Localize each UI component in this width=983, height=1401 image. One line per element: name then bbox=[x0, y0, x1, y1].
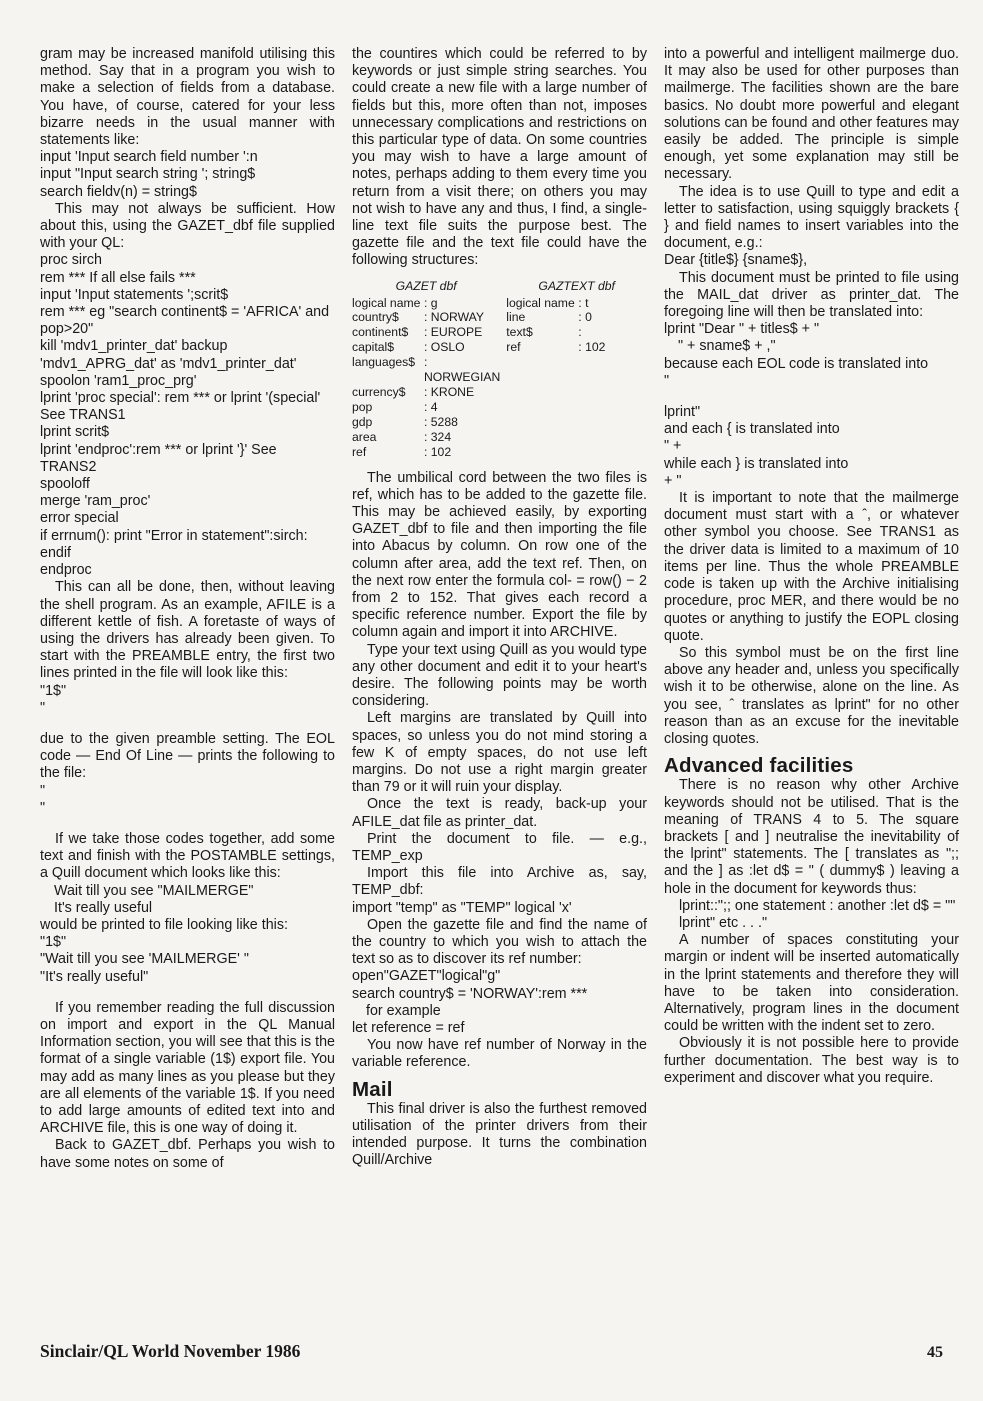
db-structure bbox=[352, 279, 500, 460]
code-line: search country$ = 'NORWAY':rem *** bbox=[352, 985, 588, 1002]
code-line: lprint 'endproc':rem *** or lprint '}' See TRANS2 bbox=[40, 441, 277, 475]
code-line: + " bbox=[664, 472, 682, 489]
article-body bbox=[40, 46, 959, 1172]
page-number: 45 bbox=[927, 1344, 943, 1361]
paragraph: would be printed to file looking like this: bbox=[40, 916, 288, 933]
vertical-gap bbox=[40, 717, 335, 731]
code-line: merge 'ram_proc' bbox=[40, 493, 151, 510]
db-field-row bbox=[352, 355, 500, 385]
code-line: error special bbox=[40, 510, 119, 527]
db-field-name: currency$ bbox=[352, 384, 406, 399]
paragraph: Obviously it is not possible here to provide further documentation. The best way is to experiment and discover what you require. bbox=[664, 1035, 959, 1086]
db-table-title: GAZTEXT dbf bbox=[538, 278, 615, 293]
code-line: input 'Input search field number ':n bbox=[40, 149, 258, 166]
magazine-title-footer: Sinclair/QL World November 1986 bbox=[40, 1341, 301, 1361]
code-line: lprint scrit$ bbox=[40, 424, 110, 441]
paragraph: If you remember reading the full discussion on import and export in the QL Manual Information section, you will see that this is the format of a single variable (1$) export file. You may add as many lines as you please but they are all elements of the variable 1$. If you need to add large amounts of edited text into and ARCHIVE file, this is one way of doing it. bbox=[40, 999, 335, 1137]
db-field-row bbox=[352, 415, 500, 430]
paragraph: So this symbol must be on the first line above any header and, unless you specifically wish it to be otherwise, alone on the line. As you see, ˆ translates as lprint" for no other reason than as an excuse for the inevitable closing quotes. bbox=[664, 644, 959, 747]
paragraph: If we take those codes together, add some text and finish with the POSTAMBLE settings, a Quill document which looks like this: bbox=[40, 830, 335, 882]
code-line: for example bbox=[366, 1002, 441, 1019]
paragraph: Back to GAZET_dbf. Perhaps you wish to have some notes on some of bbox=[40, 1137, 335, 1171]
code-line: search fieldv(n) = string$ bbox=[40, 183, 197, 200]
db-field-row bbox=[352, 385, 500, 400]
db-field-name: ref bbox=[506, 340, 521, 355]
code-line: "It's really useful" bbox=[40, 968, 149, 985]
db-structure bbox=[506, 279, 647, 460]
paragraph: It is important to note that the mailmerge document must start with a ˆ, or whatever other symbol you choose. See TRANS1 as the driver data is limited to a maximum of 10 items per line. Thus the whole PREAMBLE code is taken up with the Archive initialising procedure, proc MER, and there would be no quotes or anything to justify the EOPL closing quote. bbox=[664, 490, 959, 644]
db-field-value: : 0 bbox=[578, 310, 592, 325]
db-field-name: pop bbox=[352, 399, 373, 414]
paragraph: Open the gazette file and find the name of the country to which you wish to attach the text so as to discover its ref number: bbox=[352, 916, 647, 968]
section-heading: Advanced facilities bbox=[664, 754, 854, 778]
code-line: kill 'mdv1_printer_dat' backup 'mdv1_APRG_dat' as 'mdv1_printer_dat' bbox=[40, 338, 297, 372]
code-line: proc sirch bbox=[40, 252, 102, 269]
code-line: " + bbox=[664, 438, 682, 455]
paragraph: and each { is translated into bbox=[664, 421, 840, 438]
paragraph: the countires which could be referred to by keywords or just simple string searches. You could create a new file with a large number of fields but this, more often than not, imposes unnecessary complications and restrictions on this particular type of data. On some countries you may wish to have a large amount of notes, perhaps adding to them every time you return from a visit there; on others you may not wish to have any and thus, I find, a single-line text file suits the purpose best. The gazette file and the text file could have the following structures: bbox=[352, 46, 647, 269]
db-field-value: : NORWAY bbox=[424, 310, 485, 325]
code-line: lprint" bbox=[664, 404, 701, 421]
code-line: " bbox=[664, 372, 670, 389]
db-field-value: : g bbox=[424, 295, 438, 310]
code-line: input "Input search string '; string$ bbox=[40, 166, 256, 183]
paragraph: gram may be increased manifold utilising this method. Say that in a program you wish to make a selection of fields from a database. You have, of course, catered for your less bizarre needs in the usual manner with statements like: bbox=[40, 46, 335, 149]
paragraph: due to the given preamble setting. The EOL code — End Of Line — prints the following to the file: bbox=[40, 730, 335, 782]
paragraph: into a powerful and intelligent mailmerge duo. It may also be used for other purposes than mailmerge. The facilities shown are the bare basics. No doubt more powerful and elegant solutions can be found and other features may easily be added. The principle is simple enough, yet some explanation may still be necessary. bbox=[664, 46, 959, 183]
paragraph: A number of spaces constituting your margin or indent will be inserted automatically in the lprint statements and therefore they will have to be taken into consideration. Alternatively, program lines in the document could be written with the indent set to zero. bbox=[664, 932, 959, 1035]
db-field-value: : bbox=[578, 325, 582, 340]
code-line: Dear {title$} {sname$}, bbox=[664, 252, 808, 269]
db-structure-table bbox=[352, 279, 647, 460]
paragraph: This may not always be sufficient. How about this, using the GAZET_dbf file supplied with your QL: bbox=[40, 200, 335, 252]
db-field-value: : 5288 bbox=[424, 414, 458, 429]
column-3 bbox=[664, 46, 959, 1172]
db-field-row bbox=[352, 400, 500, 415]
code-line: " bbox=[40, 782, 46, 799]
db-field-value: : 102 bbox=[424, 444, 452, 459]
code-line: open"GAZET"logical"g" bbox=[352, 968, 501, 985]
column-2 bbox=[352, 46, 647, 1172]
db-field-name: ref bbox=[352, 444, 367, 459]
vertical-gap bbox=[40, 817, 335, 831]
db-field-row bbox=[352, 296, 500, 311]
paragraph: The umbilical cord between the two files is ref, which has to be added to the gazette file. This may be achieved easily, by exporting GAZET_dbf to file and then importing the file into Abacus by column. On row one of the column after area, add the text ref. Then, on the next row enter the formula col- = row() − 2 from 2 to 152. That gives each record a specific reference number. Export the file by column again and import it into ARCHIVE. bbox=[352, 469, 647, 641]
page-footer bbox=[40, 1336, 943, 1362]
paragraph: The idea is to use Quill to type and edit a letter to satisfaction, using squiggly brackets { } and field names to insert variables into the document, e.g.: bbox=[664, 183, 959, 252]
db-field-row bbox=[506, 325, 647, 340]
code-line: lprint 'proc special': rem *** or lprint '(special' See TRANS1 bbox=[40, 390, 321, 424]
db-field-row bbox=[506, 296, 647, 311]
paragraph: This final driver is also the furthest removed utilisation of the printer drivers from their intended purpose. It turns the combination Quill/Archive bbox=[352, 1100, 647, 1169]
paragraph: Print the document to file. — e.g., TEMP_exp bbox=[352, 830, 647, 864]
code-line: "1$" bbox=[40, 682, 67, 699]
db-field-name: text$ bbox=[506, 325, 533, 340]
db-field-value: : 102 bbox=[578, 340, 606, 355]
vertical-gap bbox=[40, 986, 335, 1000]
db-field-value: : KRONE bbox=[424, 384, 475, 399]
paragraph: Import this file into Archive as, say, TEMP_dbf: bbox=[352, 865, 647, 899]
code-line: lprint "Dear " + titles$ + " bbox=[664, 321, 820, 338]
db-field-value: : EUROPE bbox=[424, 325, 483, 340]
db-field-value: : NORWEGIAN bbox=[424, 355, 501, 385]
code-line: rem *** eg "search continent$ = 'AFRICA' and pop>20" bbox=[40, 304, 330, 338]
db-field-row bbox=[352, 310, 500, 325]
paragraph: because each EOL code is translated into bbox=[664, 355, 929, 372]
db-field-name: capital$ bbox=[352, 340, 395, 355]
db-field-name: logical name bbox=[352, 295, 421, 310]
db-field-row bbox=[506, 310, 647, 325]
code-line: "1$" bbox=[40, 934, 67, 951]
code-line: let reference = ref bbox=[352, 1020, 465, 1037]
code-line: spooloff bbox=[40, 476, 90, 493]
vertical-gap bbox=[664, 390, 959, 404]
db-field-row bbox=[352, 340, 500, 355]
section-heading: Mail bbox=[352, 1077, 393, 1101]
code-line: " bbox=[40, 699, 46, 716]
db-field-name: logical name bbox=[506, 295, 575, 310]
code-line: input 'Input statements ';scrit$ bbox=[40, 286, 229, 303]
paragraph: Left margins are translated by Quill into spaces, so unless you do not mind storing a few K of empty spaces, do not use left margins. Do not use a right margin greater than 79 or it will ruin your display. bbox=[352, 710, 647, 796]
db-field-name: languages$ bbox=[352, 355, 416, 370]
db-field-name: line bbox=[506, 310, 526, 325]
paragraph: This can all be done, then, without leaving the shell program. As an example, AFILE is a different kettle of fish. A foretaste of ways of using the drivers has already been given. To start with the PREAMBLE entry, the first two lines printed in the file will look like this: bbox=[40, 579, 335, 682]
db-field-value: : 4 bbox=[424, 399, 438, 414]
db-field-name: area bbox=[352, 429, 377, 444]
code-line: It's really useful bbox=[54, 899, 153, 916]
code-line: import "temp" as "TEMP" logical 'x' bbox=[352, 899, 572, 916]
paragraph: Type your text using Quill as you would type any other document and edit it to your heart's desire. The following points may be worth considering. bbox=[352, 641, 647, 710]
paragraph: There is no reason why other Archive keywords should not be utilised. That is the meaning of TRANS 4 to 5. The square brackets [ and ] neutralise the inevitability of the lprint" statements. The [ translates as ";; and the ] as :let d$ = " ( dummy$ ) leaving a hole in the document for keywords thus: bbox=[664, 777, 959, 897]
paragraph: lprint::";; one statement : another :let d$ = "" bbox=[679, 897, 956, 914]
db-field-value: : 324 bbox=[424, 429, 452, 444]
db-field-row bbox=[506, 340, 647, 355]
paragraph: while each } is translated into bbox=[664, 455, 849, 472]
paragraph: Once the text is ready, back-up your AFILE_dat file as printer_dat. bbox=[352, 796, 647, 830]
code-line: rem *** If all else fails *** bbox=[40, 269, 196, 286]
paragraph: This document must be printed to file using the MAIL_dat driver as printer_dat. The foregoing line will then be translated into: bbox=[664, 269, 959, 321]
db-field-name: country$ bbox=[352, 310, 399, 325]
code-line: Wait till you see "MAILMERGE" bbox=[54, 882, 254, 899]
paragraph: You now have ref number of Norway in the variable reference. bbox=[352, 1037, 647, 1071]
code-line: spoolon 'ram1_proc_prg' bbox=[40, 372, 197, 389]
db-field-name: gdp bbox=[352, 414, 373, 429]
code-line: " bbox=[40, 799, 46, 816]
code-line: endproc bbox=[40, 562, 92, 579]
paragraph: lprint" etc . . ." bbox=[679, 914, 768, 931]
db-field-row bbox=[352, 430, 500, 445]
column-1 bbox=[40, 46, 335, 1172]
code-line: " + sname$ + ," bbox=[678, 338, 776, 355]
db-field-row bbox=[352, 325, 500, 340]
code-line: "Wait till you see 'MAILMERGE' " bbox=[40, 951, 249, 968]
db-table-title: GAZET dbf bbox=[395, 278, 457, 293]
db-field-value: : t bbox=[578, 295, 589, 310]
code-line: if errnum(): print "Error in statement":sirch: endif bbox=[40, 527, 308, 561]
db-field-value: : OSLO bbox=[424, 340, 465, 355]
db-field-name: continent$ bbox=[352, 325, 409, 340]
db-field-row bbox=[352, 445, 500, 460]
